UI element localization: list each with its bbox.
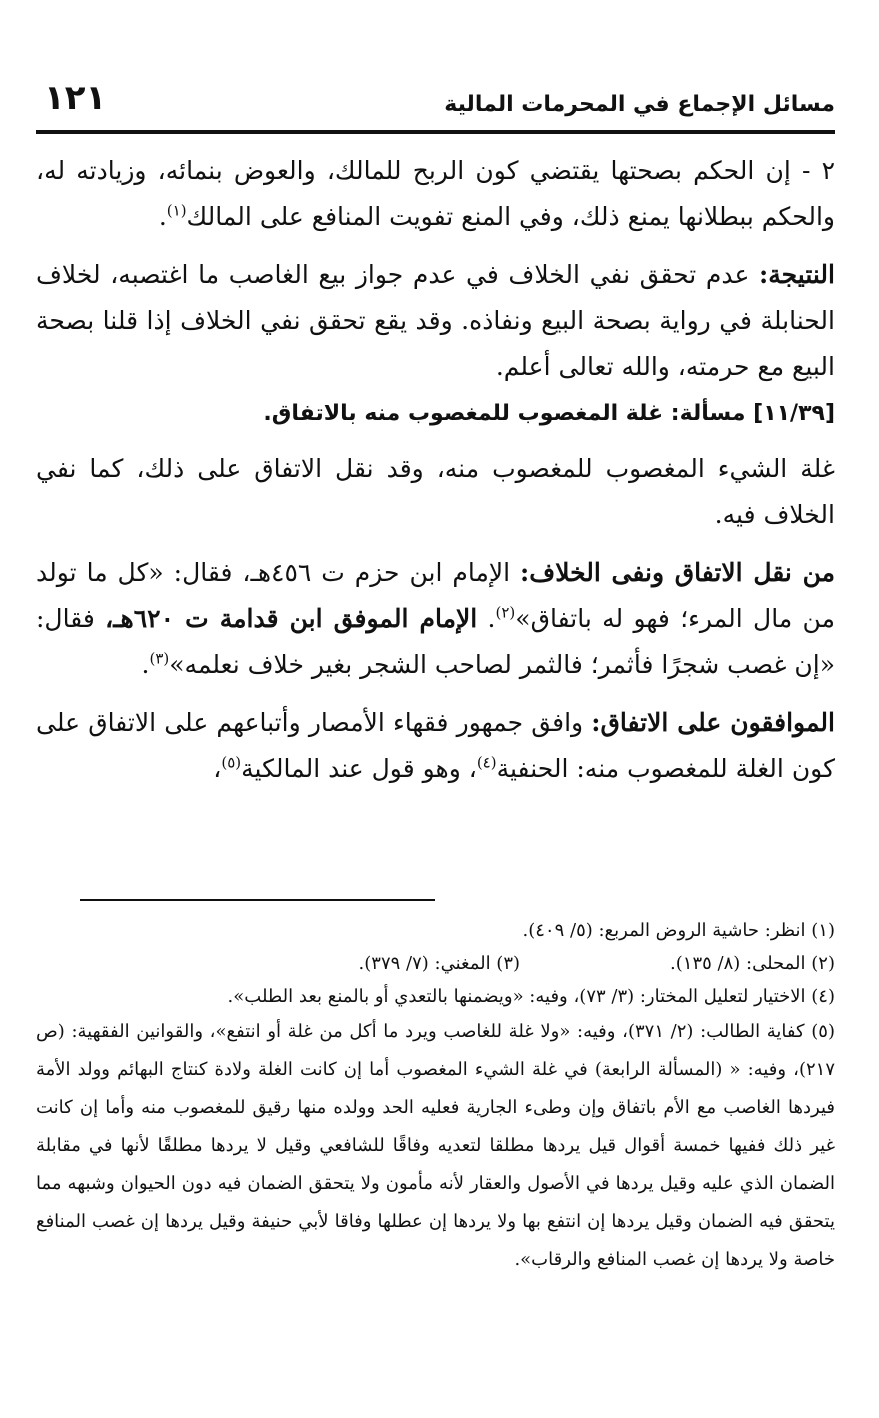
page-number: ١٢١	[44, 78, 107, 118]
issue-heading: [١١/٣٩] مسألة: غلة المغصوب للمغصوب منه بالاتفاق.	[263, 401, 835, 426]
consensus-bold-2: الإمام الموفق ابن قدامة ت ٦٢٠هـ،	[105, 604, 478, 633]
footnote-ref-3: (٣)	[149, 649, 170, 668]
paragraph-1-end: .	[158, 202, 167, 231]
paragraph-2: غلة الشيء المغصوب للمغصوب منه، وقد نقل الاتفاق على ذلك، كما نفي الخلاف فيه.	[36, 454, 835, 529]
consensus-sep: .	[477, 604, 496, 633]
result-paragraph	[36, 252, 835, 390]
main-text	[36, 148, 835, 804]
agree-end: ،	[213, 754, 222, 783]
footnote-3: (٣) المغني: (٧/ ٣٧٩).	[358, 953, 521, 974]
footnote-4: (٤) الاختيار لتعليل المختار: (٣/ ٧٣)، وفيه: «ويضمنها بالتعدي أو بالمنع بعد الطلب».	[227, 986, 835, 1007]
result-text: عدم تحقق نفي الخلاف في عدم جواز بيع الغاصب ما اغتصبه، لخلاف الحنابلة في رواية بصحة البيع ونفاذه. وقد يقع تحقق نفي الخلاف إذا قلنا بصحة البيع مع حرمته، والله تعالى أعلم.	[36, 260, 835, 381]
footnote-2: (٢) المحلى: (٨/ ١٣٥).	[670, 953, 835, 974]
header-title: مسائل الإجماع في المحرمات المالية	[444, 92, 835, 117]
footnote-ref-1: (١)	[166, 201, 187, 220]
footnote-1: (١) انظر: حاشية الروض المربع: (٥/ ٤٠٩).	[522, 920, 835, 941]
footnotes	[36, 914, 835, 1279]
footnote-separator	[80, 899, 435, 901]
agree-text: وافق جمهور فقهاء الأمصار وأتباعهم على الاتفاق على كون الغلة للمغصوب منه: الحنفية	[36, 708, 835, 783]
agree-text-2: ، وهو قول عند المالكية	[241, 754, 477, 783]
running-header	[36, 78, 835, 128]
consensus-text-1: الإمام ابن حزم ت ٤٥٦هـ، فقال: «كل ما تولد من مال المرء؛ فهو له باتفاق»	[36, 558, 835, 633]
consensus-paragraph	[36, 550, 835, 688]
consensus-label: من نقل الاتفاق ونفى الخلاف:	[520, 558, 836, 587]
footnote-5: (٥) كفاية الطالب: (٢/ ٣٧١)، وفيه: «ولا غلة للغاصب ويرد ما أكل من غلة أو انتفع»، والقوانين الفقهية: (ص ٢١٧)، وفيه: « (المسألة الرابعة) في غلة الشيء المغصوب أما إن كانت الغلة ولادة كنتاج البهائم وولد الأمة فيردها الغاصب مع الأم باتفاق وإن وطىء الجارية فعليه الحد وولده منها رقيق للمغصوب منه وأما إن كانت غير ذلك ففيها خمسة أقوال قيل يردها مطلقا لتعديه وفاقًا للشافعي وقيل لا يردها مطلقًا لأنها في مقابلة الضمان الذي عليه وقيل يردها في الأصول والعقار لأنه مأمون ولا يتحقق الضمان فيه دون الحيوان وشبهه مما يتحقق فيه الضمان وقيل يردها إن انتفع بها ولا يردها إن عطلها وفاقا لأبي حنيفة وقيل يردها إن غصب المنافع خاصة ولا يردها إن غصب المنافع والرقاب».	[36, 1021, 835, 1270]
agree-label: الموافقون على الاتفاق:	[591, 708, 835, 737]
agree-paragraph	[36, 700, 835, 792]
paragraph-1	[36, 148, 835, 240]
result-label: النتيجة:	[759, 260, 835, 289]
header-rule	[36, 130, 835, 134]
footnote-ref-4: (٤)	[476, 753, 497, 772]
footnote-ref-2: (٢)	[495, 603, 516, 622]
consensus-text-2: فقال: «إن غصب شجرًا فأثمر؛ فالثمر لصاحب الشجر بغير خلاف نعلمه»	[36, 604, 835, 679]
consensus-end: .	[141, 650, 150, 679]
footnote-row-2-3	[36, 947, 835, 980]
footnote-ref-5: (٥)	[221, 753, 242, 772]
paragraph-1-text: ٢ - إن الحكم بصحتها يقتضي كون الربح للمالك، والعوض بنمائه، وزيادته له، والحكم ببطلانها يمنع ذلك، وفي المنع تفويت المنافع على المالك	[36, 156, 835, 231]
